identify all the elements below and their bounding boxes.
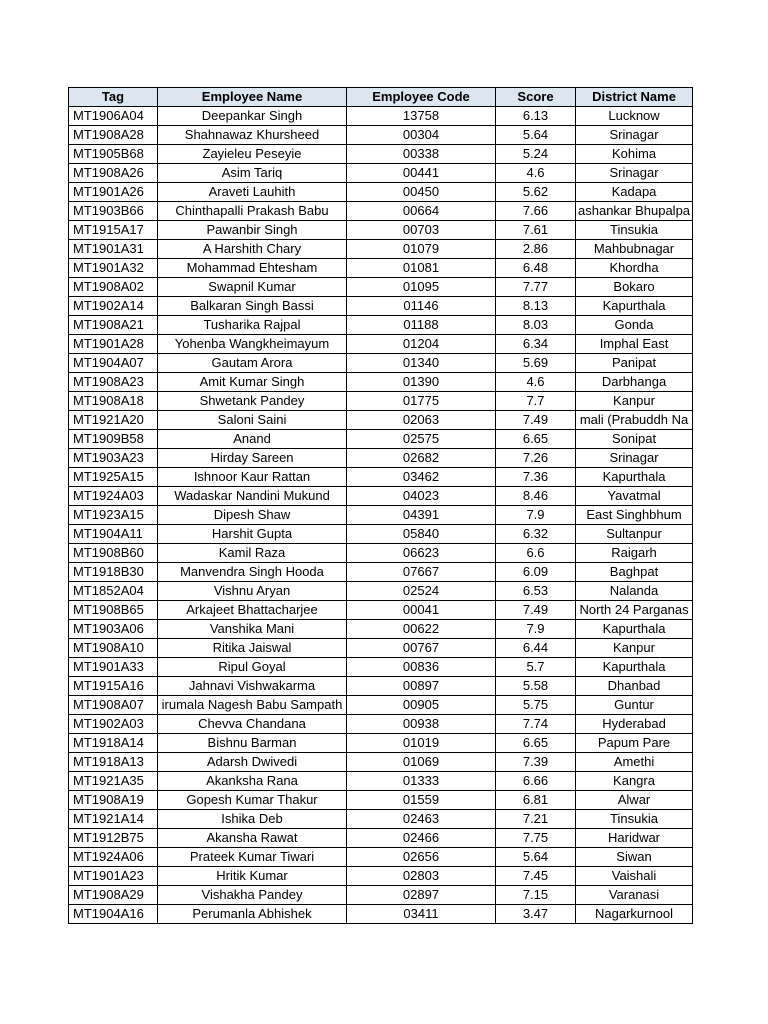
score-cell: 5.58 [496,677,576,696]
employee-name-cell: Shahnawaz Khursheed [158,126,347,145]
employee-name-cell: Akanksha Rana [158,772,347,791]
employee-name-cell: Dipesh Shaw [158,506,347,525]
district-name-cell: Imphal East [576,335,693,354]
district-name-cell: Lucknow [576,107,693,126]
table-row [69,810,693,829]
tag-cell: MT1908B60 [69,544,158,563]
district-name-cell: Tinsukia [576,221,693,240]
employee-name-cell: Shwetank Pandey [158,392,347,411]
employee-name-cell: Deepankar Singh [158,107,347,126]
score-cell: 7.26 [496,449,576,468]
employee-code-cell: 02803 [347,867,496,886]
score-cell: 7.9 [496,620,576,639]
score-cell: 6.48 [496,259,576,278]
header-row [69,88,693,107]
employee-code-cell: 00905 [347,696,496,715]
employee-name-cell: Vishakha Pandey [158,886,347,905]
employee-code-cell: 02463 [347,810,496,829]
tag-cell: MT1908A29 [69,886,158,905]
employee-code-cell: 06623 [347,544,496,563]
score-cell: 7.45 [496,867,576,886]
score-cell: 7.74 [496,715,576,734]
table-row [69,886,693,905]
tag-cell: MT1904A16 [69,905,158,924]
employee-name-cell: Yohenba Wangkheimayum [158,335,347,354]
table-row [69,411,693,430]
tag-cell: MT1921A35 [69,772,158,791]
header-employee-code: Employee Code [347,88,496,107]
district-name-cell: Nagarkurnool [576,905,693,924]
table-row [69,183,693,202]
district-name-cell: Darbhanga [576,373,693,392]
tag-cell: MT1852A04 [69,582,158,601]
employee-code-cell: 02682 [347,449,496,468]
district-name-cell: Srinagar [576,164,693,183]
employee-code-cell: 01559 [347,791,496,810]
district-name-cell: Vaishali [576,867,693,886]
tag-cell: MT1924A03 [69,487,158,506]
employee-name-cell: Ishika Deb [158,810,347,829]
score-cell: 3.47 [496,905,576,924]
score-cell: 7.36 [496,468,576,487]
tag-cell: MT1923A15 [69,506,158,525]
district-name-cell: Yavatmal [576,487,693,506]
employee-code-cell: 01079 [347,240,496,259]
district-name-cell: Kapurthala [576,658,693,677]
tag-cell: MT1924A06 [69,848,158,867]
table-row [69,753,693,772]
table-row [69,658,693,677]
score-cell: 5.62 [496,183,576,202]
table-row [69,373,693,392]
score-cell: 6.53 [496,582,576,601]
score-cell: 4.6 [496,164,576,183]
employee-code-cell: 00703 [347,221,496,240]
employee-name-cell: Balkaran Singh Bassi [158,297,347,316]
employee-name-cell: Bishnu Barman [158,734,347,753]
employee-name-cell: Akansha Rawat [158,829,347,848]
score-cell: 7.9 [496,506,576,525]
employee-name-cell: Hirday Sareen [158,449,347,468]
employee-code-cell: 00441 [347,164,496,183]
employee-name-cell: Tusharika Rajpal [158,316,347,335]
tag-cell: MT1902A03 [69,715,158,734]
tag-cell: MT1908A21 [69,316,158,335]
district-name-cell: Haridwar [576,829,693,848]
employee-name-cell: Vanshika Mani [158,620,347,639]
employee-code-cell: 02466 [347,829,496,848]
district-name-cell: Bokaro [576,278,693,297]
score-cell: 6.09 [496,563,576,582]
district-name-cell: Raigarh [576,544,693,563]
score-cell: 7.49 [496,601,576,620]
table-row [69,392,693,411]
employee-code-cell: 03411 [347,905,496,924]
district-name-cell: mali (Prabuddh Na [576,411,693,430]
employee-name-cell: Adarsh Dwivedi [158,753,347,772]
employee-code-cell: 00767 [347,639,496,658]
table-row [69,525,693,544]
employee-code-cell: 02524 [347,582,496,601]
employee-name-cell: Hritik Kumar [158,867,347,886]
score-cell: 7.77 [496,278,576,297]
table-row [69,240,693,259]
score-cell: 7.49 [496,411,576,430]
district-name-cell: Khordha [576,259,693,278]
employee-name-cell: Chinthapalli Prakash Babu [158,202,347,221]
employee-name-cell: Harshit Gupta [158,525,347,544]
table-row [69,601,693,620]
tag-cell: MT1901A28 [69,335,158,354]
tag-cell: MT1921A20 [69,411,158,430]
table-row [69,715,693,734]
employee-code-cell: 00664 [347,202,496,221]
employee-name-cell: Wadaskar Nandini Mukund [158,487,347,506]
tag-cell: MT1908A26 [69,164,158,183]
tag-cell: MT1921A14 [69,810,158,829]
district-name-cell: East Singhbhum [576,506,693,525]
employee-code-cell: 05840 [347,525,496,544]
tag-cell: MT1912B75 [69,829,158,848]
district-name-cell: Sultanpur [576,525,693,544]
district-name-cell: Papum Pare [576,734,693,753]
tag-cell: MT1901A32 [69,259,158,278]
employee-name-cell: Arkajeet Bhattacharjee [158,601,347,620]
employee-code-cell: 00304 [347,126,496,145]
tag-cell: MT1901A26 [69,183,158,202]
district-name-cell: Mahbubnagar [576,240,693,259]
tag-cell: MT1902A14 [69,297,158,316]
score-cell: 7.66 [496,202,576,221]
score-cell: 7.75 [496,829,576,848]
score-cell: 6.66 [496,772,576,791]
table-row [69,506,693,525]
table-row [69,772,693,791]
tag-cell: MT1908A23 [69,373,158,392]
table-row [69,354,693,373]
header-tag: Tag [69,88,158,107]
score-cell: 5.69 [496,354,576,373]
district-name-cell: Sonipat [576,430,693,449]
employee-code-cell: 01775 [347,392,496,411]
district-name-cell: Varanasi [576,886,693,905]
tag-cell: MT1918A13 [69,753,158,772]
employee-name-cell: Kamil Raza [158,544,347,563]
score-cell: 5.64 [496,126,576,145]
employee-code-cell: 04391 [347,506,496,525]
table-row [69,221,693,240]
table-row [69,639,693,658]
employee-name-cell: Chevva Chandana [158,715,347,734]
employee-code-cell: 01095 [347,278,496,297]
employee-name-cell: Ishnoor Kaur Rattan [158,468,347,487]
employee-code-cell: 07667 [347,563,496,582]
score-cell: 5.75 [496,696,576,715]
district-name-cell: ashankar Bhupalpa [576,202,693,221]
district-name-cell: Kangra [576,772,693,791]
employee-code-cell: 01333 [347,772,496,791]
table-row [69,316,693,335]
district-name-cell: Nalanda [576,582,693,601]
employee-code-cell: 03462 [347,468,496,487]
tag-cell: MT1908A28 [69,126,158,145]
tag-cell: MT1904A11 [69,525,158,544]
table-row [69,620,693,639]
table-row [69,734,693,753]
tag-cell: MT1904A07 [69,354,158,373]
table-row [69,848,693,867]
table-row [69,145,693,164]
tag-cell: MT1915A16 [69,677,158,696]
tag-cell: MT1918B30 [69,563,158,582]
employee-code-cell: 01188 [347,316,496,335]
district-name-cell: Kapurthala [576,620,693,639]
district-name-cell: Kanpur [576,639,693,658]
tag-cell: MT1915A17 [69,221,158,240]
table-row [69,677,693,696]
employee-name-cell: Amit Kumar Singh [158,373,347,392]
district-name-cell: Kohima [576,145,693,164]
employee-name-cell: Asim Tariq [158,164,347,183]
employee-code-cell: 00041 [347,601,496,620]
employee-code-cell: 01340 [347,354,496,373]
employee-name-cell: Zayieleu Peseyie [158,145,347,164]
tag-cell: MT1908B65 [69,601,158,620]
score-cell: 7.21 [496,810,576,829]
employee-code-cell: 00836 [347,658,496,677]
employee-code-cell: 01390 [347,373,496,392]
score-cell: 7.39 [496,753,576,772]
score-cell: 8.46 [496,487,576,506]
employee-code-cell: 00938 [347,715,496,734]
tag-cell: MT1908A19 [69,791,158,810]
district-name-cell: Srinagar [576,449,693,468]
tag-cell: MT1925A15 [69,468,158,487]
table-row [69,791,693,810]
table-row [69,107,693,126]
score-cell: 5.64 [496,848,576,867]
table-row [69,905,693,924]
table-row [69,278,693,297]
employee-table [68,87,693,924]
employee-name-cell: Gopesh Kumar Thakur [158,791,347,810]
employee-name-cell: irumala Nagesh Babu Sampath [158,696,347,715]
district-name-cell: Dhanbad [576,677,693,696]
table-row [69,164,693,183]
tag-cell: MT1908A02 [69,278,158,297]
employee-code-cell: 00450 [347,183,496,202]
tag-cell: MT1903B66 [69,202,158,221]
tag-cell: MT1901A31 [69,240,158,259]
district-name-cell: Kanpur [576,392,693,411]
employee-name-cell: Pawanbir Singh [158,221,347,240]
employee-name-cell: Vishnu Aryan [158,582,347,601]
district-name-cell: Kapurthala [576,468,693,487]
district-name-cell: Kapurthala [576,297,693,316]
employee-name-cell: Manvendra Singh Hooda [158,563,347,582]
employee-code-cell: 02656 [347,848,496,867]
table-row [69,867,693,886]
table-row [69,297,693,316]
employee-name-cell: Ritika Jaiswal [158,639,347,658]
employee-name-cell: Perumanla Abhishek [158,905,347,924]
employee-code-cell: 01146 [347,297,496,316]
district-name-cell: Siwan [576,848,693,867]
header-district-name: District Name [576,88,693,107]
tag-cell: MT1901A23 [69,867,158,886]
employee-code-cell: 02063 [347,411,496,430]
employee-name-cell: A Harshith Chary [158,240,347,259]
employee-name-cell: Prateek Kumar Tiwari [158,848,347,867]
employee-code-cell: 00338 [347,145,496,164]
employee-name-cell: Araveti Lauhith [158,183,347,202]
table-row [69,696,693,715]
score-cell: 6.65 [496,734,576,753]
employee-name-cell: Swapnil Kumar [158,278,347,297]
district-name-cell: Hyderabad [576,715,693,734]
header-score: Score [496,88,576,107]
tag-cell: MT1908A07 [69,696,158,715]
table-row [69,563,693,582]
employee-name-cell: Saloni Saini [158,411,347,430]
score-cell: 7.61 [496,221,576,240]
employee-code-cell: 04023 [347,487,496,506]
employee-name-cell: Gautam Arora [158,354,347,373]
score-cell: 6.44 [496,639,576,658]
score-cell: 4.6 [496,373,576,392]
score-cell: 8.13 [496,297,576,316]
score-cell: 5.24 [496,145,576,164]
district-name-cell: Tinsukia [576,810,693,829]
employee-code-cell: 00622 [347,620,496,639]
score-cell: 5.7 [496,658,576,677]
employee-code-cell: 01081 [347,259,496,278]
employee-name-cell: Ripul Goyal [158,658,347,677]
district-name-cell: Guntur [576,696,693,715]
table-row [69,544,693,563]
tag-cell: MT1903A06 [69,620,158,639]
employee-code-cell: 01204 [347,335,496,354]
score-cell: 2.86 [496,240,576,259]
employee-name-cell: Anand [158,430,347,449]
district-name-cell: North 24 Parganas [576,601,693,620]
tag-cell: MT1901A33 [69,658,158,677]
table-row [69,202,693,221]
district-name-cell: Panipat [576,354,693,373]
score-cell: 6.34 [496,335,576,354]
header-employee-name: Employee Name [158,88,347,107]
tag-cell: MT1905B68 [69,145,158,164]
tag-cell: MT1903A23 [69,449,158,468]
table-row [69,829,693,848]
employee-code-cell: 00897 [347,677,496,696]
table-row [69,468,693,487]
district-name-cell: Amethi [576,753,693,772]
tag-cell: MT1908A10 [69,639,158,658]
district-name-cell: Gonda [576,316,693,335]
table-row [69,430,693,449]
tag-cell: MT1918A14 [69,734,158,753]
employee-name-cell: Mohammad Ehtesham [158,259,347,278]
tag-cell: MT1906A04 [69,107,158,126]
employee-code-cell: 01019 [347,734,496,753]
score-cell: 8.03 [496,316,576,335]
score-cell: 6.65 [496,430,576,449]
table-row [69,582,693,601]
score-cell: 6.6 [496,544,576,563]
table-header [69,88,693,107]
district-name-cell: Kadapa [576,183,693,202]
table-row [69,449,693,468]
score-cell: 6.81 [496,791,576,810]
table-row [69,335,693,354]
employee-name-cell: Jahnavi Vishwakarma [158,677,347,696]
score-cell: 6.32 [496,525,576,544]
table-row [69,259,693,278]
table-row [69,126,693,145]
employee-code-cell: 02897 [347,886,496,905]
employee-code-cell: 02575 [347,430,496,449]
district-name-cell: Srinagar [576,126,693,145]
score-cell: 7.15 [496,886,576,905]
district-name-cell: Alwar [576,791,693,810]
table-row [69,487,693,506]
district-name-cell: Baghpat [576,563,693,582]
score-cell: 7.7 [496,392,576,411]
employee-code-cell: 01069 [347,753,496,772]
tag-cell: MT1909B58 [69,430,158,449]
score-cell: 6.13 [496,107,576,126]
table-body [69,107,693,924]
employee-code-cell: 13758 [347,107,496,126]
tag-cell: MT1908A18 [69,392,158,411]
